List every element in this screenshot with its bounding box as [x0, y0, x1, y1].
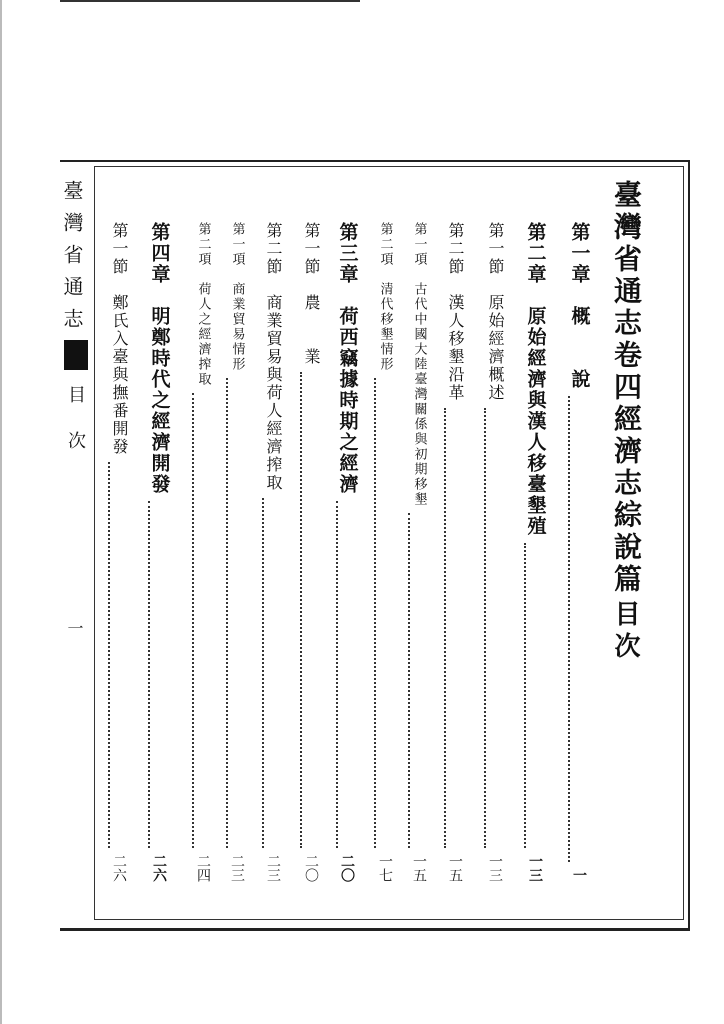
toc-entry-label: 第二項 清代移墾情形: [377, 222, 393, 372]
toc-entry-page: 二三: [229, 854, 245, 882]
toc-entry-page: 一七: [377, 854, 393, 882]
scan-edge-left: [0, 0, 2, 1024]
toc-entry-page: 二六: [111, 854, 127, 882]
toc-leader-dots: [336, 501, 358, 848]
toc-entry-page: 一五: [447, 854, 463, 882]
toc-entry-label: 第二節 漢人移墾沿革: [446, 222, 465, 402]
toc-entry[interactable]: [108, 222, 130, 882]
spine-page-number: 一: [65, 620, 84, 636]
toc-entry-label: 第一項 古代中國大陸臺灣關係與初期移墾: [411, 222, 427, 507]
toc-entry[interactable]: [524, 222, 546, 882]
toc-leader-dots: [226, 378, 248, 848]
scan-edge-top: [60, 0, 360, 2]
toc-entry[interactable]: [300, 222, 322, 882]
toc-entry-page: 二三: [265, 854, 281, 882]
toc-entry-label: 第四章 明鄭時代之經濟開發: [148, 222, 171, 495]
toc-leader-dots: [262, 498, 284, 848]
toc-entry-label: 第二章 原始經濟與漢人移臺墾殖: [524, 222, 547, 537]
toc-leader-dots: [192, 393, 214, 848]
toc-entry-page: 一五: [411, 854, 427, 882]
toc-entry[interactable]: [444, 222, 466, 882]
toc-leader-dots: [408, 513, 430, 848]
toc-entry[interactable]: [336, 222, 358, 882]
spine-fishtail-mark: [64, 340, 88, 370]
toc-entry-page: 二四: [195, 854, 211, 882]
toc-leader-dots: [484, 408, 506, 848]
toc-entry-label: 第一節 原始經濟概述: [486, 222, 505, 402]
toc-entry-page: 二六: [151, 854, 167, 882]
spine-section-label: 目次: [65, 385, 86, 477]
toc-entry-label: 第一節 農 業: [302, 222, 321, 366]
toc-entry[interactable]: [148, 222, 170, 882]
toc-entry-page: 一三: [487, 854, 503, 882]
toc-entry[interactable]: [484, 222, 506, 882]
toc-leader-dots: [108, 462, 130, 848]
toc-entry-label: 第一項 商業貿易情形: [229, 222, 245, 372]
toc-entry-label: 第二項 荷人之經濟搾取: [195, 222, 211, 387]
book-title: 臺灣省通志卷四經濟志綜說篇: [610, 180, 643, 596]
toc-entry[interactable]: [262, 222, 284, 882]
toc-leader-dots: [568, 396, 590, 862]
toc-entry[interactable]: [192, 222, 214, 882]
toc-entry-label: 第一節 鄭氏入臺與撫番開發: [110, 222, 129, 456]
toc-entry-label: 第三章 荷西竊據時期之經濟: [336, 222, 359, 495]
toc-entry[interactable]: [568, 222, 590, 882]
toc-leader-dots: [148, 501, 170, 848]
toc-leader-dots: [300, 372, 322, 848]
spine-book-title: 臺灣省通志: [60, 180, 84, 340]
toc-leader-dots: [374, 378, 396, 848]
toc-entry-page: 一三: [527, 854, 543, 882]
toc-entry-page: 二〇: [303, 854, 319, 882]
toc-entry-label: 第二節 商業貿易與荷人經濟搾取: [264, 222, 283, 492]
toc-entry[interactable]: [226, 222, 248, 882]
toc-heading: 目次: [610, 600, 640, 664]
toc-entry[interactable]: [374, 222, 396, 882]
toc-entry-label: 第一章 概 說: [568, 222, 591, 390]
toc-entry-page: 一: [571, 868, 587, 882]
toc-entry-page: 二〇: [339, 854, 355, 882]
toc-entry[interactable]: [408, 222, 430, 882]
toc-leader-dots: [444, 408, 466, 848]
toc-leader-dots: [524, 543, 546, 848]
